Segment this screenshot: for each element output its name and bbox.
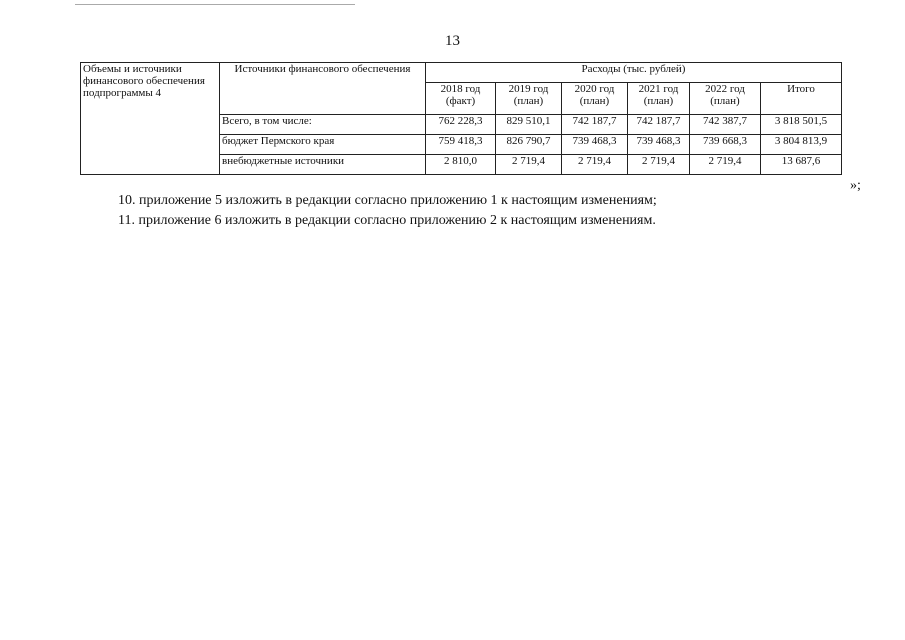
value-cell: 739 468,3 <box>562 135 628 155</box>
value-cell: 742 187,7 <box>628 115 690 135</box>
year-header: 2022 год (план) <box>690 83 761 115</box>
total-cell: 3 804 813,9 <box>761 135 842 155</box>
year-header: 2021 год (план) <box>628 83 690 115</box>
value-cell: 2 810,0 <box>426 155 496 175</box>
year-header: 2020 год (план) <box>562 83 628 115</box>
year-header: 2019 год (план) <box>496 83 562 115</box>
value-cell: 826 790,7 <box>496 135 562 155</box>
value-cell: 2 719,4 <box>628 155 690 175</box>
source-cell: бюджет Пермского края <box>220 135 426 155</box>
value-cell: 739 468,3 <box>628 135 690 155</box>
expenses-header: Расходы (тыс. рублей) <box>426 63 842 83</box>
value-cell: 762 228,3 <box>426 115 496 135</box>
total-cell: 13 687,6 <box>761 155 842 175</box>
source-cell: Всего, в том числе: <box>220 115 426 135</box>
value-cell: 742 387,7 <box>690 115 761 135</box>
financing-table <box>80 62 842 175</box>
total-header: Итого <box>761 83 842 115</box>
closing-quote-mark: »; <box>850 178 861 193</box>
source-cell: внебюджетные источники <box>220 155 426 175</box>
value-cell: 739 668,3 <box>690 135 761 155</box>
value-cell: 759 418,3 <box>426 135 496 155</box>
row-label-cell: Объемы и источники финансового обеспечения подпрограммы 4 <box>81 63 220 175</box>
value-cell: 742 187,7 <box>562 115 628 135</box>
paragraph-item-10: 10. приложение 5 изложить в редакции согласно приложению 1 к настоящим изменениям; <box>118 193 657 208</box>
value-cell: 2 719,4 <box>690 155 761 175</box>
table-header-row <box>81 63 842 83</box>
value-cell: 829 510,1 <box>496 115 562 135</box>
top-edge-line <box>75 4 355 5</box>
year-header: 2018 год (факт) <box>426 83 496 115</box>
sources-header: Источники финансового обеспечения <box>220 63 426 115</box>
page-number: 13 <box>445 33 460 49</box>
value-cell: 2 719,4 <box>562 155 628 175</box>
total-cell: 3 818 501,5 <box>761 115 842 135</box>
value-cell: 2 719,4 <box>496 155 562 175</box>
paragraph-item-11: 11. приложение 6 изложить в редакции согласно приложению 2 к настоящим изменениям. <box>118 213 656 228</box>
